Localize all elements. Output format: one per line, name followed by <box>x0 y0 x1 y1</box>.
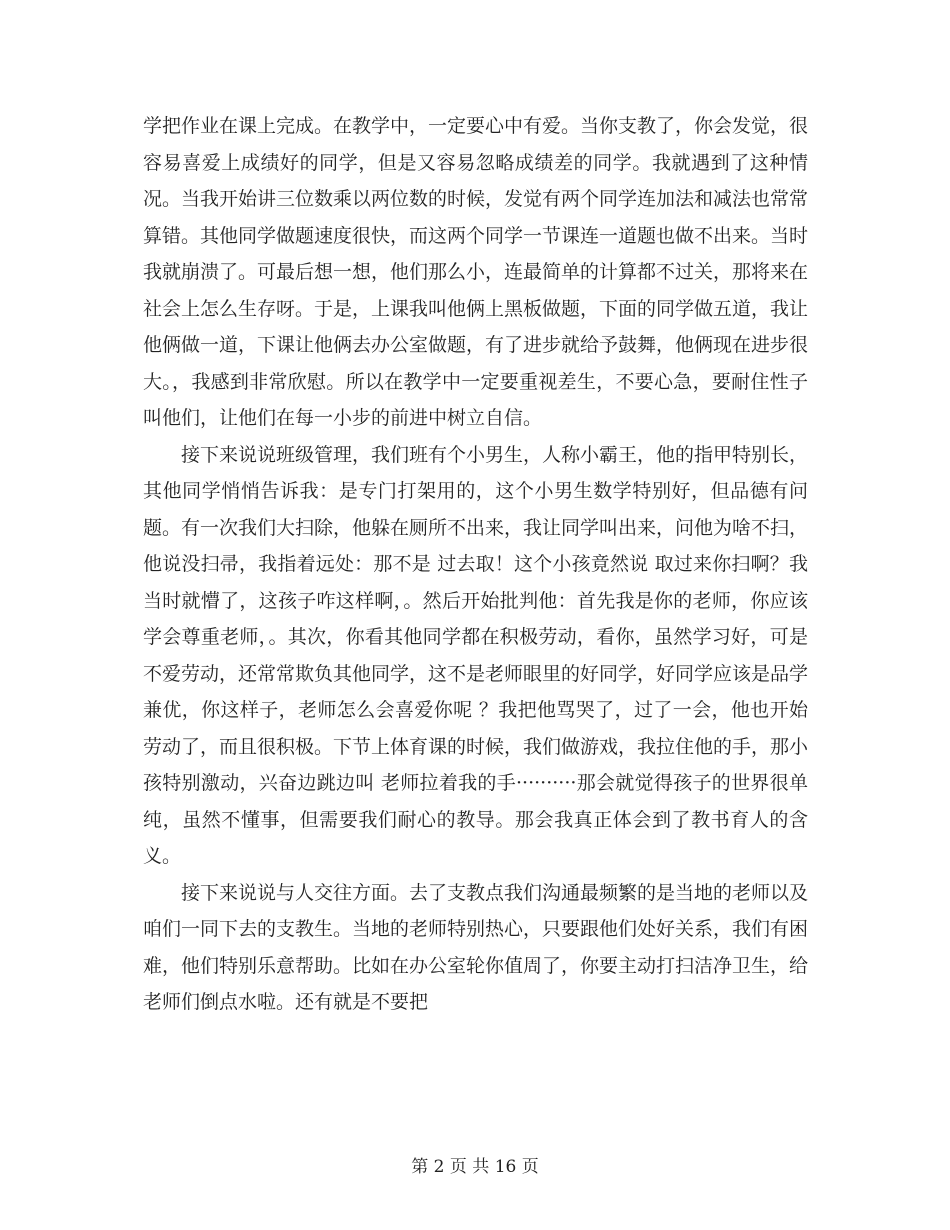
paragraph-2: 接下来说说班级管理，我们班有个小男生，人称小霸王，他的指甲特别长，其他同学悄悄告诉我：是专门打架用的，这个小男生数学特别好，但品德有问题。有一次我们大扫除，他躲在厕所不出来，我让同学叫出来，问他为啥不扫，他说没扫帚，我指着远处：那不是 过去取！这个小孩竟然说 取过来你扫啊？我当时就懵了，这孩子咋这样啊，。然后开始批判他：首先我是你的老师，你应该学会尊重老师，。其次，你看其他同学都在积极劳动，看你，虽然学习好，可是不爱劳动，还常常欺负其他同学，这不是老师眼里的好同学，好同学应该是品学兼优，你这样子，老师怎么会喜爱你呢 ？我把他骂哭了，过了一会，他也开始劳动了，而且很积极。下节上体育课的时候，我们做游戏，我拉住他的手，那小孩特别激动，兴奋边跳边叫 老师拉着我的手··········那会就觉得孩子的世界很单纯，虽然不懂事，但需要我们耐心的教导。那会我真正体会到了教书育人的含义。 <box>143 443 809 867</box>
body-text <box>143 108 808 1021</box>
page-number-footer: 第 2 页 共 16 页 <box>411 1157 539 1177</box>
paragraph-1: 学把作业在课上完成。在教学中，一定要心中有爱。当你支教了，你会发觉，很容易喜爱上成绩好的同学，但是又容易忽略成绩差的同学。我就遇到了这种情况。当我开始讲三位数乘以两位数的时候，发觉有两个同学连加法和减法也常常算错。其他同学做题速度很快，而这两个同学一节课连一道题也做不出来。当时我就崩溃了。可最后想一想，他们那么小，连最简单的计算都不过关，那将来在社会上怎么生存呀。于是，上课我叫他俩上黑板做题，下面的同学做五道，我让他俩做一道，下课让他俩去办公室做题，有了进步就给予鼓舞，他俩现在进步很大。，我感到非常欣慰。所以在教学中一定要重视差生，不要心急，要耐住性子叫他们，让他们在每一小步的前进中树立自信。 <box>143 115 809 429</box>
paragraph-3: 接下来说说与人交往方面。去了支教点我们沟通最频繁的是当地的老师以及咱们一同下去的支教生。当地的老师特别热心，只要跟他们处好关系，我们有困难，他们特别乐意帮助。比如在办公室轮你值周了，你要主动打扫洁净卫生，给老师们倒点水啦。还有就是不要把 <box>143 881 809 1013</box>
